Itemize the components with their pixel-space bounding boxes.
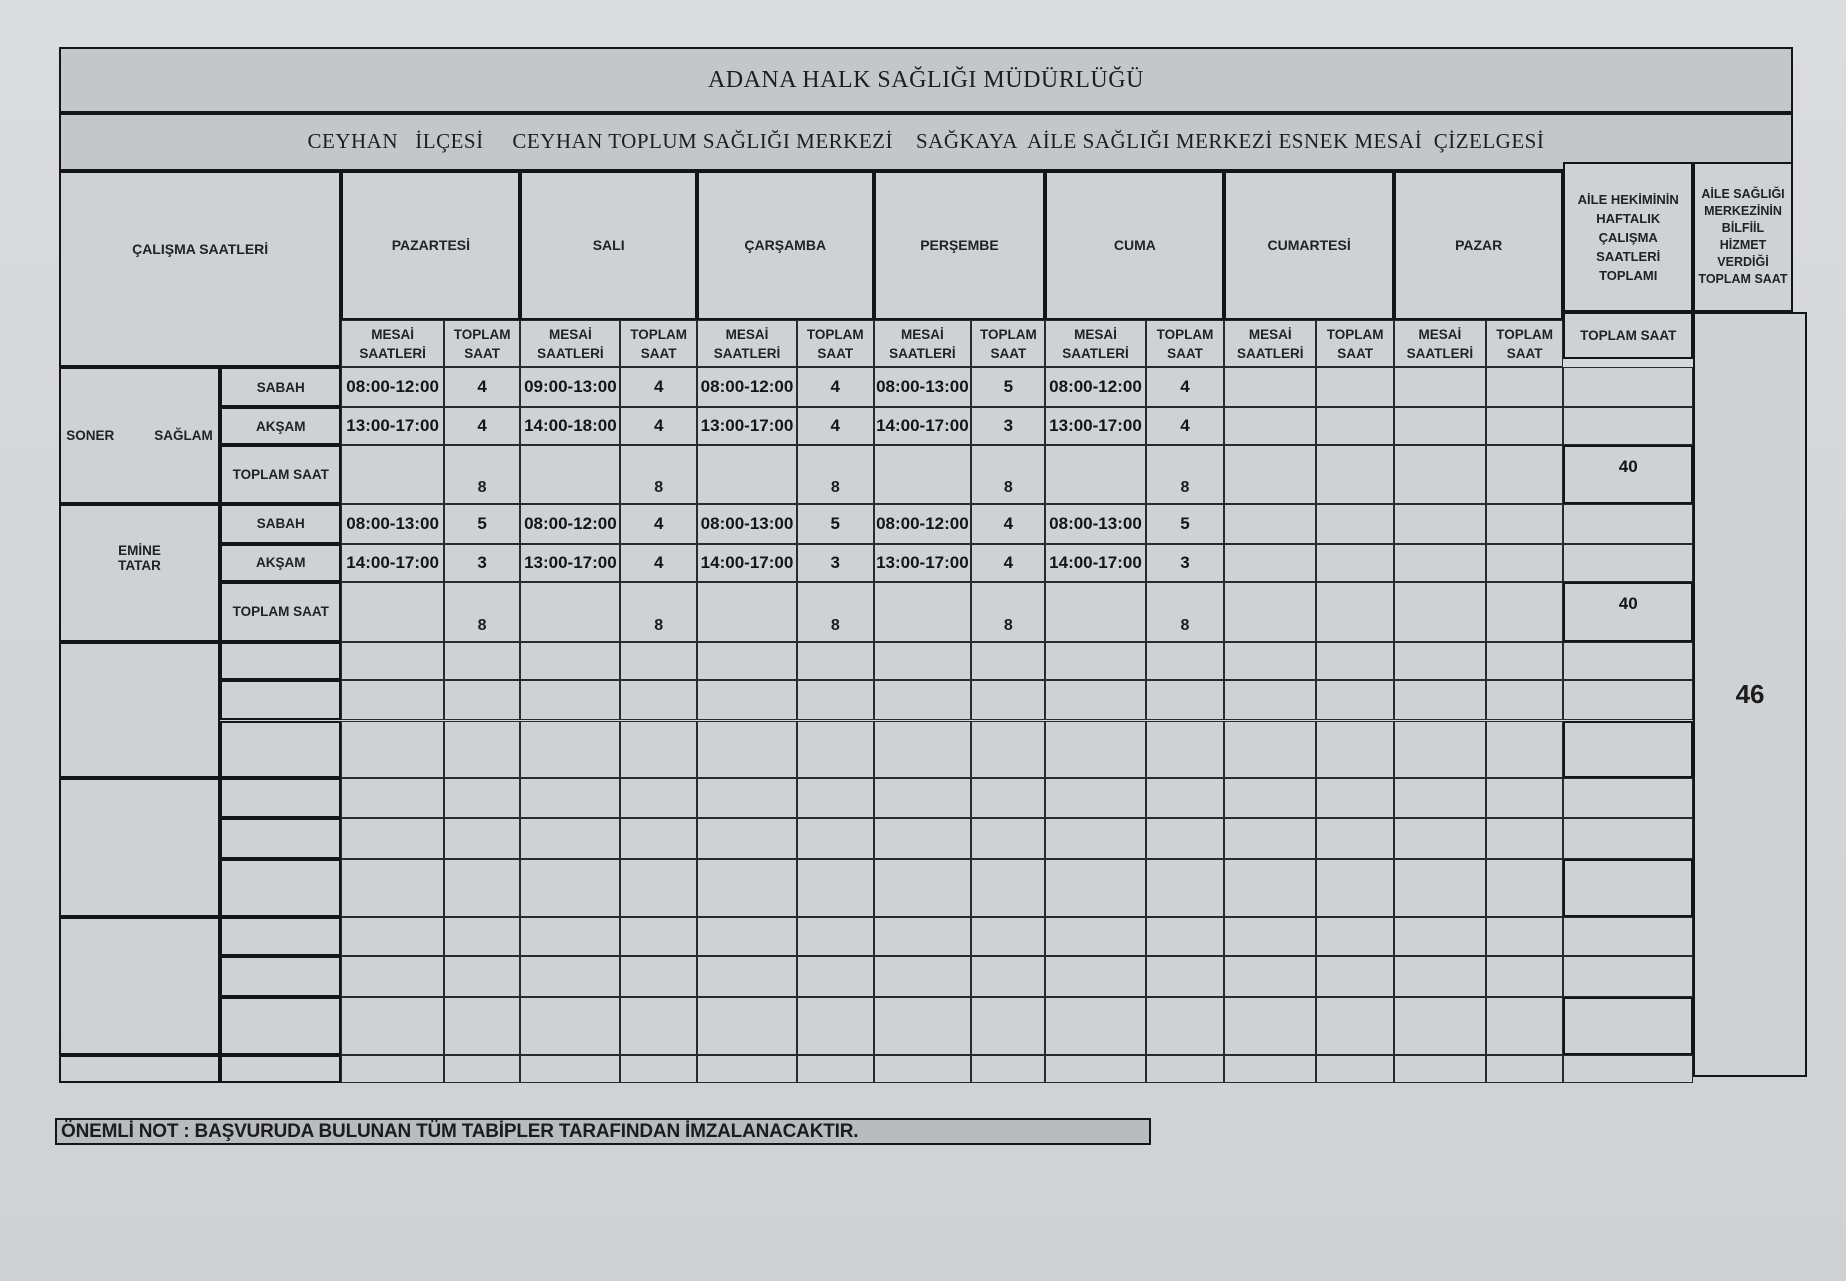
daily-total-blank xyxy=(1394,582,1486,642)
shift-hour-count xyxy=(1486,917,1564,956)
daily-total-value xyxy=(971,721,1045,779)
weekly-total-blank xyxy=(1563,642,1693,681)
daily-total-blank xyxy=(697,997,797,1055)
shift-hours xyxy=(1224,680,1316,720)
shift-hours xyxy=(874,680,972,720)
shift-hours xyxy=(341,680,443,720)
shift-hour-count xyxy=(1316,956,1394,997)
shift-hour-count xyxy=(971,778,1045,818)
shift-hour-count xyxy=(971,917,1045,956)
shift-hours xyxy=(1394,818,1486,859)
row-label-total xyxy=(220,721,341,779)
shift-hour-count: 5 xyxy=(1146,504,1225,544)
daily-total-blank xyxy=(1224,721,1316,779)
col-hours-header: MESAİ SAATLERİ xyxy=(697,320,797,367)
shift-hour-count xyxy=(1486,367,1564,407)
shift-hours xyxy=(1394,367,1486,407)
shift-hour-count: 4 xyxy=(620,407,697,445)
shift-hours: 08:00-13:00 xyxy=(874,367,972,407)
shift-hours: 08:00-12:00 xyxy=(341,367,443,407)
row-label-total: TOPLAM SAAT xyxy=(220,582,341,642)
daily-total-value xyxy=(1146,721,1225,779)
daily-total-value xyxy=(1486,997,1564,1055)
daily-total-value xyxy=(444,721,521,779)
shift-hour-count xyxy=(1486,642,1564,681)
footer-row-cell xyxy=(1146,1055,1225,1083)
weekly-total-blank xyxy=(1563,818,1693,859)
daily-total-value xyxy=(620,721,697,779)
shift-hours: 13:00-17:00 xyxy=(1045,407,1145,445)
weekly-total-value xyxy=(1563,721,1693,779)
day-header-1: SALI xyxy=(520,171,697,321)
daily-total-blank xyxy=(874,445,972,504)
shift-hours xyxy=(1394,642,1486,681)
daily-total-blank xyxy=(1045,859,1145,917)
daily-total-value xyxy=(1486,445,1564,504)
shift-hours xyxy=(341,818,443,859)
shift-hour-count xyxy=(971,818,1045,859)
shift-hours xyxy=(1394,407,1486,445)
shift-hours xyxy=(874,818,972,859)
shift-hour-count xyxy=(1316,367,1394,407)
daily-total-blank xyxy=(874,582,972,642)
shift-hour-count: 3 xyxy=(1146,544,1225,582)
daily-total-value xyxy=(971,997,1045,1055)
shift-hours xyxy=(520,917,620,956)
row-label-evening xyxy=(220,956,341,997)
shift-hours xyxy=(874,642,972,681)
weekly-total-value: 40 xyxy=(1563,445,1693,504)
col-total-header: TOPLAM SAAT xyxy=(1316,320,1394,367)
weekly-total-blank xyxy=(1563,778,1693,818)
daily-total-value xyxy=(1486,721,1564,779)
footer-row-cell xyxy=(874,1055,972,1083)
row-label-morning xyxy=(220,778,341,818)
shift-hour-count xyxy=(1146,680,1225,720)
daily-total-value: 8 xyxy=(620,582,697,642)
shift-hour-count xyxy=(1486,544,1564,582)
shift-hour-count: 4 xyxy=(620,544,697,582)
daily-total-value: 8 xyxy=(1146,445,1225,504)
shift-hour-count xyxy=(444,818,521,859)
daily-total-blank xyxy=(520,859,620,917)
shift-hours xyxy=(1224,367,1316,407)
daily-total-blank xyxy=(1394,997,1486,1055)
shift-hour-count xyxy=(1316,917,1394,956)
shift-hours xyxy=(1394,917,1486,956)
shift-hour-count xyxy=(620,642,697,681)
shift-hour-count xyxy=(971,680,1045,720)
weekly-total-value xyxy=(1563,859,1693,917)
col-total-header: TOPLAM SAAT xyxy=(620,320,697,367)
center-total-value: 46 xyxy=(1693,312,1807,1077)
shift-hour-count xyxy=(1486,407,1564,445)
shift-hours xyxy=(1394,680,1486,720)
shift-hours xyxy=(697,642,797,681)
shift-hours xyxy=(1224,504,1316,544)
shift-hours: 13:00-17:00 xyxy=(697,407,797,445)
day-header-6: PAZAR xyxy=(1394,171,1564,321)
shift-hour-count: 4 xyxy=(1146,407,1225,445)
shift-hours xyxy=(1224,407,1316,445)
shift-hour-count xyxy=(971,956,1045,997)
daily-total-blank xyxy=(1224,859,1316,917)
day-header-5: CUMARTESİ xyxy=(1224,171,1394,321)
shift-hour-count: 4 xyxy=(444,407,521,445)
shift-hour-count xyxy=(797,778,874,818)
shift-hours: 13:00-17:00 xyxy=(874,544,972,582)
shift-hours xyxy=(1224,642,1316,681)
shift-hour-count: 4 xyxy=(971,504,1045,544)
daily-total-blank xyxy=(520,445,620,504)
daily-total-blank xyxy=(874,859,972,917)
row-label-morning xyxy=(220,917,341,956)
daily-total-blank xyxy=(341,445,443,504)
daily-total-blank xyxy=(1045,721,1145,779)
shift-hour-count xyxy=(1316,680,1394,720)
shift-hours xyxy=(520,778,620,818)
doctor-last-name: SAĞLAM xyxy=(154,428,213,444)
shift-hours: 08:00-12:00 xyxy=(520,504,620,544)
doctor-first-name: EMİNE xyxy=(118,542,161,558)
shift-hour-count: 3 xyxy=(444,544,521,582)
col-hours-header: MESAİ SAATLERİ xyxy=(520,320,620,367)
shift-hours xyxy=(520,680,620,720)
col-total-header: TOPLAM SAAT xyxy=(444,320,521,367)
shift-hours xyxy=(874,778,972,818)
shift-hour-count xyxy=(620,680,697,720)
shift-hour-count xyxy=(797,917,874,956)
shift-hour-count xyxy=(620,956,697,997)
footer-row-name xyxy=(59,1055,220,1083)
footer-row-cell xyxy=(620,1055,697,1083)
shift-hour-count: 5 xyxy=(444,504,521,544)
shift-hour-count xyxy=(444,778,521,818)
shift-hours xyxy=(697,778,797,818)
day-header-4: CUMA xyxy=(1045,171,1224,321)
shift-hour-count xyxy=(444,680,521,720)
shift-hour-count: 4 xyxy=(797,367,874,407)
row-label-morning xyxy=(220,642,341,681)
doctor-last-name: TATAR xyxy=(118,557,161,573)
row-label-evening: AKŞAM xyxy=(220,544,341,582)
daily-total-blank xyxy=(1045,582,1145,642)
shift-hours xyxy=(1394,778,1486,818)
document-subtitle: CEYHAN İLÇESİ CEYHAN TOPLUM SAĞLIĞI MERKEZİ SAĞKAYA AİLE SAĞLIĞI MERKEZİ ESNEK MESAİ ÇİZELGESİ xyxy=(59,113,1793,171)
shift-hour-count xyxy=(1486,818,1564,859)
day-header-2: ÇARŞAMBA xyxy=(697,171,874,321)
daily-total-value xyxy=(620,997,697,1055)
shift-hour-count: 4 xyxy=(620,367,697,407)
row-label-total: TOPLAM SAAT xyxy=(220,445,341,504)
footer-row-cell xyxy=(797,1055,874,1083)
daily-total-value xyxy=(444,997,521,1055)
weekly-total-header: AİLE HEKİMİNİN HAFTALIK ÇALIŞMA SAATLERİ TOPLAMI xyxy=(1563,162,1693,312)
shift-hours xyxy=(697,956,797,997)
shift-hours xyxy=(1224,956,1316,997)
col-total-header: TOPLAM SAAT xyxy=(1486,320,1564,367)
row-label-morning: SABAH xyxy=(220,367,341,407)
row-label-total xyxy=(220,997,341,1055)
day-header-0: PAZARTESİ xyxy=(341,171,520,321)
footer-row-cell xyxy=(1045,1055,1145,1083)
daily-total-blank xyxy=(1224,997,1316,1055)
shift-hour-count: 4 xyxy=(1146,367,1225,407)
document-title: ADANA HALK SAĞLIĞI MÜDÜRLÜĞÜ xyxy=(59,47,1793,113)
doctor-first-name: SONER xyxy=(66,428,115,444)
shift-hours xyxy=(1045,642,1145,681)
weekly-total-blank xyxy=(1563,680,1693,720)
shift-hour-count xyxy=(1486,504,1564,544)
daily-total-blank xyxy=(697,721,797,779)
col-total-header: TOPLAM SAAT xyxy=(797,320,874,367)
shift-hours xyxy=(697,917,797,956)
shift-hour-count xyxy=(1486,956,1564,997)
daily-total-value: 8 xyxy=(797,582,874,642)
shift-hour-count xyxy=(1316,407,1394,445)
daily-total-value: 8 xyxy=(971,582,1045,642)
shift-hour-count xyxy=(444,642,521,681)
col-hours-header: MESAİ SAATLERİ xyxy=(1045,320,1145,367)
shift-hour-count xyxy=(1146,642,1225,681)
shift-hours xyxy=(520,818,620,859)
shift-hours xyxy=(874,917,972,956)
footer-row-cell xyxy=(341,1055,443,1083)
col-hours-header: MESAİ SAATLERİ xyxy=(341,320,443,367)
footer-row-cell xyxy=(444,1055,521,1083)
shift-hours: 14:00-17:00 xyxy=(1045,544,1145,582)
daily-total-value xyxy=(444,859,521,917)
daily-total-value xyxy=(1316,997,1394,1055)
shift-hours xyxy=(697,818,797,859)
weekly-total-blank xyxy=(1563,917,1693,956)
daily-total-blank xyxy=(1045,445,1145,504)
daily-total-value xyxy=(620,859,697,917)
col-hours-header: MESAİ SAATLERİ xyxy=(1224,320,1316,367)
row-label-evening xyxy=(220,818,341,859)
weekly-total-value: 40 xyxy=(1563,582,1693,642)
weekly-total-blank xyxy=(1563,407,1693,445)
daily-total-blank xyxy=(874,997,972,1055)
shift-hours xyxy=(341,956,443,997)
daily-total-blank xyxy=(1394,859,1486,917)
footer-row-label xyxy=(220,1055,341,1083)
shift-hours xyxy=(1045,917,1145,956)
daily-total-blank xyxy=(697,582,797,642)
weekly-total-blank xyxy=(1563,956,1693,997)
row-label-evening xyxy=(220,680,341,720)
shift-hours xyxy=(341,778,443,818)
shift-hours xyxy=(341,917,443,956)
col-hours-header: MESAİ SAATLERİ xyxy=(1394,320,1486,367)
shift-hours xyxy=(341,642,443,681)
shift-hour-count: 4 xyxy=(444,367,521,407)
shift-hour-count xyxy=(797,956,874,997)
shift-hours xyxy=(1224,917,1316,956)
doctor-name xyxy=(59,642,220,779)
daily-total-value xyxy=(1146,997,1225,1055)
shift-hour-count: 4 xyxy=(797,407,874,445)
doctor-name xyxy=(59,917,220,1055)
daily-total-value: 8 xyxy=(797,445,874,504)
daily-total-blank xyxy=(697,859,797,917)
shift-hours: 08:00-12:00 xyxy=(1045,367,1145,407)
shift-hour-count xyxy=(1146,778,1225,818)
shift-hour-count xyxy=(620,778,697,818)
shift-hour-count xyxy=(1146,917,1225,956)
shift-hour-count xyxy=(797,642,874,681)
daily-total-blank xyxy=(341,721,443,779)
daily-total-blank xyxy=(341,582,443,642)
shift-hour-count xyxy=(797,680,874,720)
shift-hour-count xyxy=(1316,778,1394,818)
shift-hours: 13:00-17:00 xyxy=(520,544,620,582)
daily-total-blank xyxy=(1045,997,1145,1055)
shift-hour-count xyxy=(1486,778,1564,818)
shift-hours: 08:00-12:00 xyxy=(874,504,972,544)
daily-total-blank xyxy=(1394,721,1486,779)
daily-total-value: 8 xyxy=(1146,582,1225,642)
daily-total-blank xyxy=(520,997,620,1055)
shift-hours: 13:00-17:00 xyxy=(341,407,443,445)
shift-hours xyxy=(697,680,797,720)
shift-hours xyxy=(1394,956,1486,997)
shift-hour-count: 5 xyxy=(971,367,1045,407)
shift-hours xyxy=(1045,680,1145,720)
shift-hours: 08:00-12:00 xyxy=(697,367,797,407)
shift-hour-count xyxy=(797,818,874,859)
daily-total-value xyxy=(797,859,874,917)
shift-hour-count: 4 xyxy=(620,504,697,544)
col-total-header: TOPLAM SAAT xyxy=(1146,320,1225,367)
shift-hours: 14:00-17:00 xyxy=(697,544,797,582)
shift-hours: 08:00-13:00 xyxy=(341,504,443,544)
daily-total-value: 8 xyxy=(444,445,521,504)
row-label-total xyxy=(220,859,341,917)
shift-hour-count xyxy=(1316,642,1394,681)
daily-total-blank xyxy=(1224,582,1316,642)
shift-hour-count xyxy=(1316,504,1394,544)
daily-total-value xyxy=(1316,859,1394,917)
row-label-morning: SABAH xyxy=(220,504,341,544)
doctor-name xyxy=(59,504,220,642)
shift-hour-count: 4 xyxy=(971,544,1045,582)
shift-hours xyxy=(1045,956,1145,997)
shift-hours: 09:00-13:00 xyxy=(520,367,620,407)
shift-hours xyxy=(1045,818,1145,859)
shift-hour-count xyxy=(1146,956,1225,997)
footer-row-cell xyxy=(1486,1055,1564,1083)
shift-hour-count xyxy=(1486,680,1564,720)
daily-total-value xyxy=(1146,859,1225,917)
shift-hour-count: 5 xyxy=(797,504,874,544)
shift-hours: 14:00-17:00 xyxy=(874,407,972,445)
doctor-name xyxy=(59,778,220,917)
weekly-total-value xyxy=(1563,997,1693,1055)
doctor-name xyxy=(59,367,220,504)
shift-hours xyxy=(1045,778,1145,818)
daily-total-value xyxy=(797,721,874,779)
row-label-evening: AKŞAM xyxy=(220,407,341,445)
shift-hours xyxy=(520,956,620,997)
shift-hour-count xyxy=(444,956,521,997)
daily-total-blank xyxy=(874,721,972,779)
shift-hour-count xyxy=(444,917,521,956)
daily-total-value xyxy=(1486,859,1564,917)
working-hours-header: ÇALIŞMA SAATLERİ xyxy=(59,171,342,368)
shift-hour-count: 3 xyxy=(797,544,874,582)
footer-row-cell xyxy=(1316,1055,1394,1083)
shift-hours: 08:00-13:00 xyxy=(697,504,797,544)
shift-hours xyxy=(1394,504,1486,544)
daily-total-blank xyxy=(520,721,620,779)
shift-hours xyxy=(520,642,620,681)
important-note: ÖNEMLİ NOT : BAŞVURUDA BULUNAN TÜM TABİPLER TARAFINDAN İMZALANACAKTIR. xyxy=(55,1118,1151,1145)
shift-hour-count xyxy=(620,818,697,859)
daily-total-value xyxy=(1316,582,1394,642)
weekly-total-blank xyxy=(1563,504,1693,544)
shift-hours xyxy=(874,956,972,997)
footer-row-cell xyxy=(1394,1055,1486,1083)
daily-total-blank xyxy=(341,997,443,1055)
daily-total-value: 8 xyxy=(444,582,521,642)
col-hours-header: MESAİ SAATLERİ xyxy=(874,320,972,367)
shift-hours xyxy=(1224,544,1316,582)
shift-hours xyxy=(1224,818,1316,859)
daily-total-value: 8 xyxy=(971,445,1045,504)
center-total-header: AİLE SAĞLIĞI MERKEZİNİN BİLFİİL HİZMET VERDİĞİ TOPLAM SAAT xyxy=(1693,162,1793,312)
shift-hours xyxy=(1224,778,1316,818)
footer-row-weekly xyxy=(1563,1055,1693,1083)
col-total-header: TOPLAM SAAT xyxy=(971,320,1045,367)
footer-row-cell xyxy=(971,1055,1045,1083)
shift-hour-count xyxy=(971,642,1045,681)
shift-hour-count: 3 xyxy=(971,407,1045,445)
daily-total-value: 8 xyxy=(620,445,697,504)
footer-row-cell xyxy=(520,1055,620,1083)
daily-total-value xyxy=(1316,721,1394,779)
daily-total-blank xyxy=(1224,445,1316,504)
daily-total-blank xyxy=(697,445,797,504)
daily-total-value xyxy=(797,997,874,1055)
daily-total-value xyxy=(971,859,1045,917)
daily-total-blank xyxy=(1394,445,1486,504)
footer-row-cell xyxy=(697,1055,797,1083)
shift-hours: 08:00-13:00 xyxy=(1045,504,1145,544)
day-header-3: PERŞEMBE xyxy=(874,171,1046,321)
shift-hours xyxy=(1394,544,1486,582)
daily-total-blank xyxy=(341,859,443,917)
weekly-total-blank xyxy=(1563,544,1693,582)
shift-hours: 14:00-18:00 xyxy=(520,407,620,445)
daily-total-value xyxy=(1316,445,1394,504)
footer-row-cell xyxy=(1224,1055,1316,1083)
shift-hour-count xyxy=(1146,818,1225,859)
shift-hour-count xyxy=(620,917,697,956)
shift-hour-count xyxy=(1316,544,1394,582)
shift-hours: 14:00-17:00 xyxy=(341,544,443,582)
weekly-total-subheader: TOPLAM SAAT xyxy=(1563,312,1693,359)
daily-total-blank xyxy=(520,582,620,642)
weekly-total-blank xyxy=(1563,367,1693,407)
daily-total-value xyxy=(1486,582,1564,642)
shift-hour-count xyxy=(1316,818,1394,859)
